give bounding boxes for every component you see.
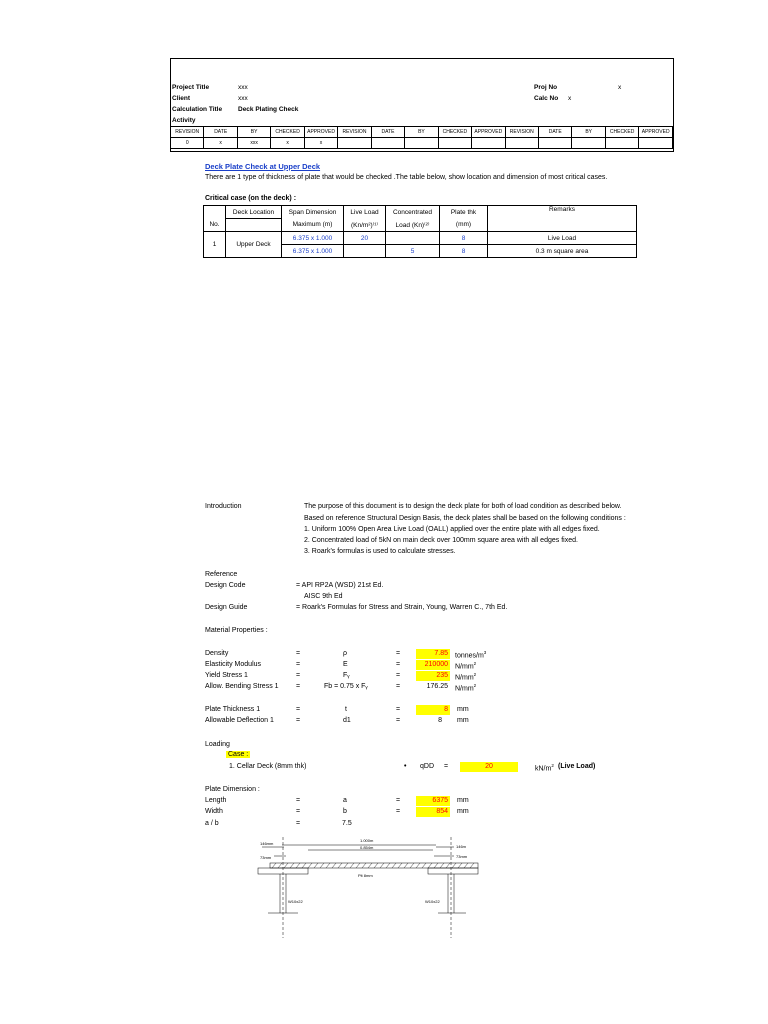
intro-line: The purpose of this document is to design the deck plate for both of load condition as described below. [304, 503, 622, 510]
design-guide-value: = Roark's Formulas for Stress and Strain, Young, Warren C., 7th Ed. [296, 604, 508, 611]
rev-cell: xxx [237, 138, 270, 149]
plate-thickness-symbol: t [345, 706, 347, 713]
left-dim-1-label: 146mm [260, 841, 274, 846]
width-value[interactable] [416, 807, 450, 817]
bending-symbol: Fb = 0.75 x Fᵧ [324, 683, 368, 690]
project-title-value: xxx [238, 84, 248, 91]
rev-header: DATE [538, 127, 571, 138]
deck-check-description: There are 1 type of thickness of plate that would be checked .The table below, show location and dimension of most critical cases. [205, 174, 608, 181]
crit-header-no: No. [204, 219, 226, 232]
design-code-label: Design Code [205, 582, 246, 589]
yield-unit: $N/mm^2$ [455, 672, 477, 682]
width-value-text: 854 [436, 808, 448, 815]
rev-cell [538, 138, 571, 149]
crit-span: 6.375 x 1.000 [282, 232, 344, 245]
equals-sign: = [296, 797, 301, 804]
left-dim-2-label: 73mm [260, 855, 272, 860]
intro-line: 2. Concentrated load of 5kN on main deck over 100mm square area with all edges fixed. [304, 537, 578, 544]
q-unit: $kN/m^2$ [535, 763, 554, 773]
crit-header-span: Span Dimension [282, 206, 344, 219]
deck-check-title[interactable]: Deck Plate Check at Upper Deck [205, 162, 321, 171]
equals-sign: = [296, 717, 301, 724]
crit-header-live: Live Load [344, 206, 386, 219]
equals-sign: = [296, 650, 301, 657]
ratio-label: a / b [205, 820, 219, 827]
equals-sign: = [296, 706, 301, 713]
rev-header: BY [572, 127, 605, 138]
length-label: Length [205, 797, 227, 804]
plate-thickness-value[interactable] [416, 705, 450, 715]
rev-header: REVISION [505, 127, 538, 138]
plate-thickness-label: Plate Thickness 1 [205, 706, 261, 713]
equals-sign: = [396, 717, 401, 724]
right-dim-2-label: 73mm [456, 854, 468, 859]
rev-cell [572, 138, 605, 149]
rev-header: DATE [204, 127, 237, 138]
loading-label: Loading [205, 741, 230, 748]
crit-conc [386, 232, 440, 245]
density-value-text: 7.85 [434, 650, 448, 657]
crit-location: Upper Deck [226, 232, 282, 258]
critical-case-table [203, 205, 637, 258]
elasticity-value[interactable] [416, 660, 450, 670]
inner-dimension-label: 0.854m [360, 845, 374, 850]
crit-header-span-2: Maximum (m) [282, 219, 344, 232]
equals-sign: = [444, 763, 449, 770]
q-value[interactable] [460, 762, 518, 772]
rev-cell [338, 138, 371, 149]
equals-sign: = [296, 820, 301, 827]
density-unit: tonnes/$m^3$ [455, 650, 487, 660]
yield-value[interactable] [416, 671, 450, 681]
yield-label: Yield Stress 1 [205, 672, 248, 679]
equals-sign: = [296, 808, 301, 815]
crit-header-blank [204, 206, 226, 219]
intro-line: Based on reference Structural Design Basis, the deck plates shall be based on the following conditions : [304, 515, 626, 522]
elasticity-unit: $N/mm^2$ [455, 661, 477, 671]
crit-header-conc: Concentrated [386, 206, 440, 219]
case-label: Case : [228, 751, 249, 758]
deflection-label: Allowable Deflection 1 [205, 717, 274, 724]
crit-span: 6.375 x 1.000 [282, 245, 344, 258]
rev-cell [639, 138, 673, 149]
crit-header-row [204, 206, 637, 219]
rev-cell [605, 138, 638, 149]
rev-header: APPROVED [639, 127, 673, 138]
client-value: xxx [238, 95, 248, 102]
rev-cell [371, 138, 404, 149]
bending-unit: $N/mm^2$ [455, 683, 477, 693]
rev-cell: x [304, 138, 337, 149]
rev-cell [438, 138, 471, 149]
crit-thk: 8 [440, 245, 488, 258]
calc-no-value: x [568, 95, 572, 102]
calc-title-label: Calculation Title [172, 106, 223, 113]
density-symbol: ρ [343, 650, 347, 657]
length-symbol: a [343, 797, 347, 804]
plate-thickness-value-text: 8 [444, 706, 448, 713]
crit-live [344, 245, 386, 258]
width-label: Width [205, 808, 223, 815]
length-value-text: 6375 [432, 797, 448, 804]
plate-label: Plt 8mm [358, 873, 373, 878]
design-guide-label: Design Guide [205, 604, 248, 611]
rev-cell: x [204, 138, 237, 149]
rev-cell: x [271, 138, 304, 149]
rev-header: REVISION [171, 127, 204, 138]
crit-header-remarks: Remarks [488, 206, 637, 232]
critical-case-title: Critical case (on the deck) : [205, 195, 297, 202]
table-row [204, 232, 637, 245]
revision-header-row [171, 127, 673, 138]
crit-header-conc-2: Load (Kn)⁽²⁾ [386, 219, 440, 232]
elasticity-label: Elasticity Modulus [205, 661, 262, 668]
q-symbol: qDD [420, 763, 435, 770]
equals-sign: = [396, 672, 401, 679]
crit-header-thk: Plate thk [440, 206, 488, 219]
right-beam-label: W10x22 [425, 899, 440, 904]
equals-sign: = [296, 661, 301, 668]
rev-header: APPROVED [472, 127, 505, 138]
equals-sign: = [396, 661, 401, 668]
bending-label: Allow. Bending Stress 1 [205, 683, 279, 690]
case-item: 1. Cellar Deck (8mm thk) [229, 763, 307, 770]
width-unit: mm [457, 808, 469, 815]
proj-no-label: Proj No [534, 84, 558, 91]
right-beam-flange [428, 868, 478, 874]
yield-value-text: 235 [436, 672, 448, 679]
elasticity-value-text: 210000 [424, 661, 448, 668]
density-value[interactable] [416, 649, 450, 659]
equals-sign: = [396, 797, 401, 804]
rev-header: DATE [371, 127, 404, 138]
plate-thickness-unit: mm [457, 706, 469, 713]
left-beam-label: W10x22 [288, 899, 303, 904]
material-label: Material Properties : [205, 627, 268, 634]
right-dim-1-label: 146m [456, 844, 467, 849]
ratio-value: 7.5 [342, 820, 352, 827]
length-unit: mm [457, 797, 469, 804]
calc-title-value: Deck Plating Check [238, 106, 299, 113]
rev-cell [472, 138, 505, 149]
design-code-value: = API RP2A (WSD) 21st Ed. [296, 582, 384, 589]
rev-header: CHECKED [438, 127, 471, 138]
width-symbol: b [343, 808, 347, 815]
crit-no: 1 [204, 232, 226, 258]
equals-sign: = [396, 808, 401, 815]
bullet-icon: • [404, 763, 407, 770]
equals-sign: = [396, 683, 401, 690]
revision-table [170, 126, 673, 149]
intro-label: Introduction [205, 503, 242, 510]
q-note: (Live Load) [558, 763, 596, 770]
crit-thk: 8 [440, 232, 488, 245]
crit-remarks: 0.3 m square area [488, 245, 637, 258]
proj-no-value: x [618, 84, 622, 91]
client-label: Client [172, 95, 191, 102]
crit-header-location-blank [226, 219, 282, 232]
crit-header-live-2: (Kn/m²)⁽¹⁾ [344, 219, 386, 232]
rev-header: BY [405, 127, 438, 138]
equals-sign: = [296, 683, 301, 690]
bending-value: 176.25 [426, 683, 448, 690]
elasticity-symbol: E [343, 661, 348, 668]
crit-conc: 5 [386, 245, 440, 258]
rev-header: BY [237, 127, 270, 138]
deflection-value: 8 [438, 717, 442, 724]
calc-no-label: Calc No [534, 95, 559, 102]
crit-remarks: Live Load [488, 232, 637, 245]
rev-header: CHECKED [605, 127, 638, 138]
yield-symbol: Fᵧ [343, 672, 350, 679]
top-dimension-label: 1.000m [360, 838, 374, 843]
rev-cell [505, 138, 538, 149]
activity-label: Activity [172, 117, 196, 124]
intro-line: 3. Roark's formulas is used to calculate stresses. [304, 548, 456, 555]
deflection-unit: mm [457, 717, 469, 724]
rev-header: APPROVED [304, 127, 337, 138]
equals-sign: = [396, 706, 401, 713]
rev-header: REVISION [338, 127, 371, 138]
rev-cell [405, 138, 438, 149]
crit-header-location: Deck Location [226, 206, 282, 219]
project-title-label: Project Title [172, 84, 210, 91]
deflection-symbol: d1 [343, 717, 351, 724]
length-value[interactable] [416, 796, 450, 806]
dimension-label: Plate Dimension : [205, 786, 260, 793]
intro-line: 1. Uniform 100% Open Area Live Load (OALL) applied over the entire plate with all edges fixed. [304, 526, 600, 533]
equals-sign: = [396, 650, 401, 657]
crit-header-thk-2: (mm) [440, 219, 488, 232]
deck-section-drawing [248, 833, 498, 941]
rev-cell: 0 [171, 138, 204, 149]
reference-label: Reference [205, 571, 238, 578]
rev-header: CHECKED [271, 127, 304, 138]
design-code-value-2: AISC 9th Ed [304, 593, 343, 600]
crit-live: 20 [344, 232, 386, 245]
q-value-text: 20 [485, 763, 493, 770]
revision-data-row [171, 138, 673, 149]
equals-sign: = [296, 672, 301, 679]
density-label: Density [205, 650, 229, 657]
